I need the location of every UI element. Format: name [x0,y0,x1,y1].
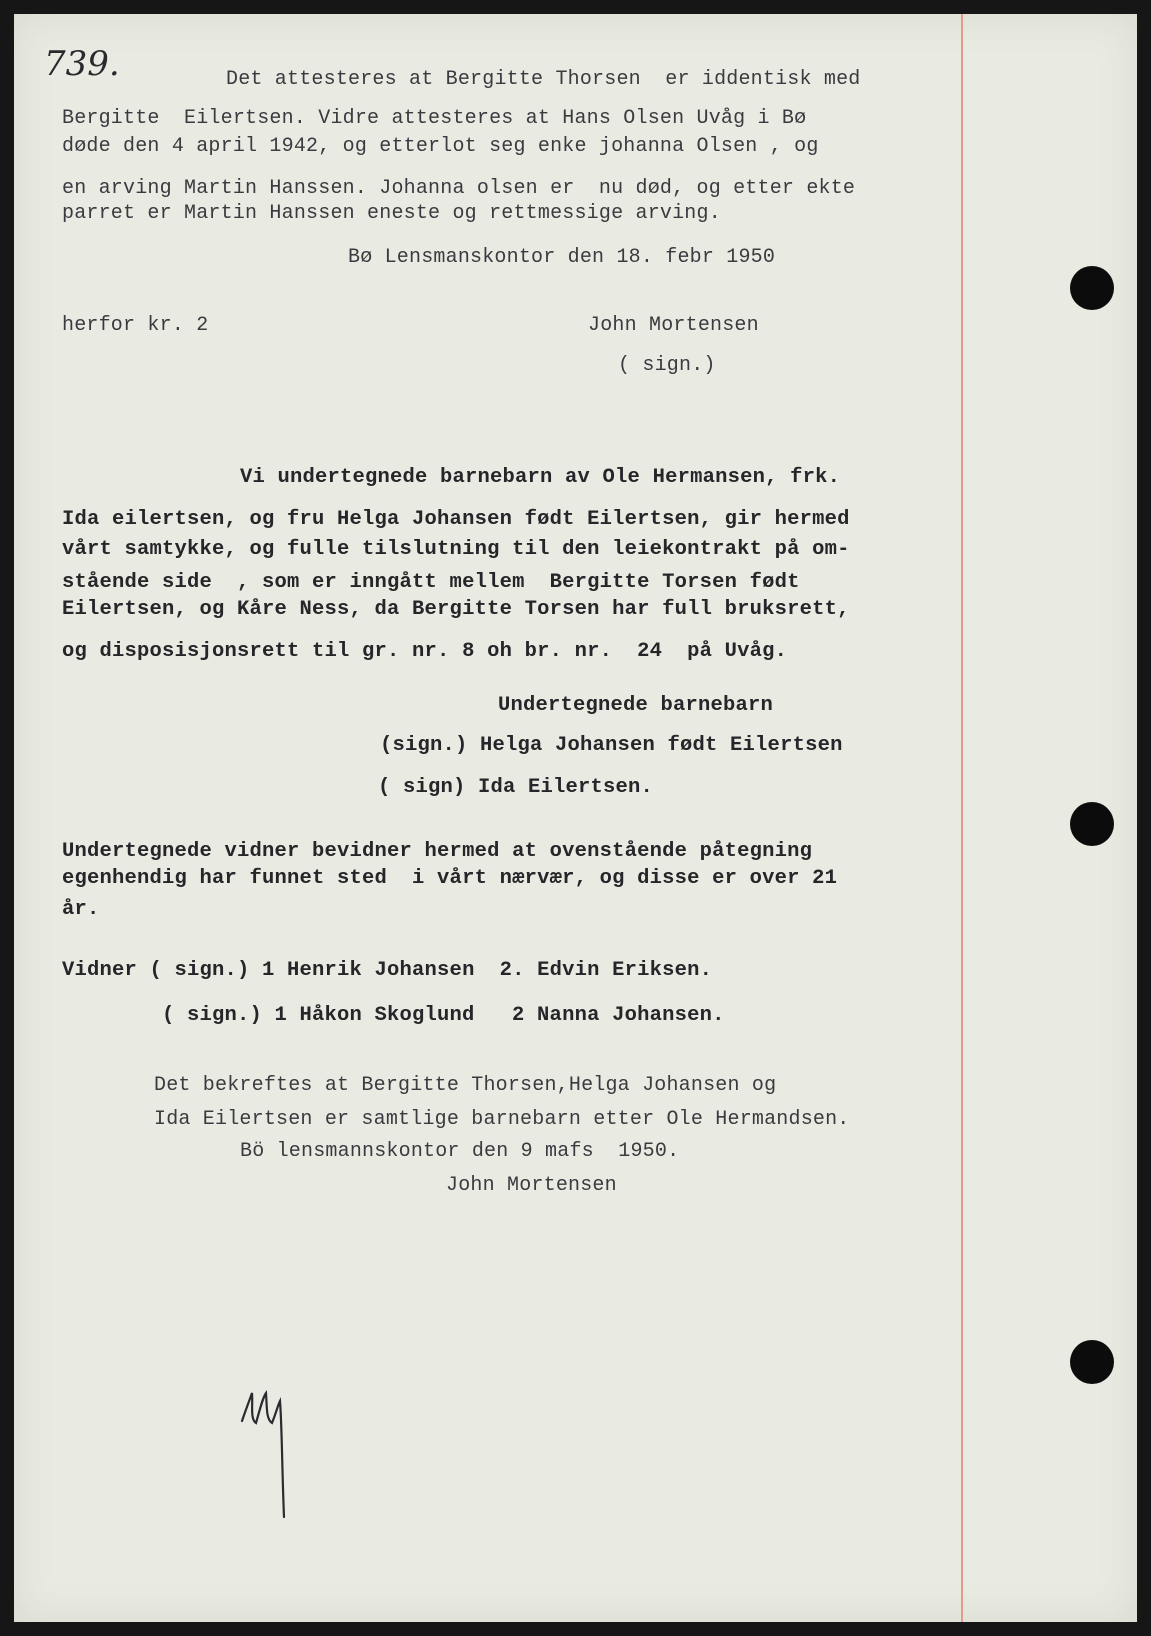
handwritten-initial [236,1379,296,1519]
fee-note: herfor kr. 2 [62,314,209,337]
para4-line-3: Bö lensmannskontor den 9 mafs 1950. [240,1140,680,1163]
punch-hole [1070,1340,1114,1384]
page-number: 739. [44,44,120,84]
para2-line-4: stående side , som er inngått mellem Bergitte Torsen født [62,571,800,594]
para1-line-1: Det attesteres at Bergitte Thorsen er iddentisk med [226,68,861,91]
para3-line-1: Undertegnede vidner bevidner hermed at ovenstående påtegning [62,840,813,863]
para2-line-6: og disposisjonsrett til gr. nr. 8 oh br. nr. 24 på Uvåg. [62,640,788,663]
grandchildren-heading: Undertegnede barnebarn [498,694,774,717]
witness-line-1: Vidner ( sign.) 1 Henrik Johansen 2. Edvin Eriksen. [62,959,713,982]
document-page [14,14,1137,1622]
place-date: Bø Lensmanskontor den 18. febr 1950 [348,246,776,269]
para2-line-3: vårt samtykke, og fulle tilslutning til den leiekontrakt på om- [62,538,850,561]
signer-name: John Mortensen [588,314,759,337]
sign-mark: ( sign.) [618,354,716,377]
para2-line-2: Ida eilertsen, og fru Helga Johansen født Eilertsen, gir hermed [62,508,850,531]
para4-line-2: Ida Eilertsen er samtlige barnebarn etter Ole Hermandsen. [154,1108,850,1131]
punch-hole [1070,266,1114,310]
margin-line [961,14,963,1622]
para1-line-2: Bergitte Eilertsen. Vidre attesteres at Hans Olsen Uvåg i Bø [62,107,807,130]
para1-line-4: en arving Martin Hanssen. Johanna olsen er nu død, og etter ekte [62,177,856,200]
para1-line-3: døde den 4 april 1942, og etterlot seg enke johanna Olsen , og [62,135,819,158]
para2-line-5: Eilertsen, og Kåre Ness, da Bergitte Torsen har full bruksrett, [62,598,850,621]
witness-line-2: ( sign.) 1 Håkon Skoglund 2 Nanna Johansen. [162,1004,725,1027]
para3-line-3: år. [62,898,100,921]
punch-hole [1070,802,1114,846]
para4-line-4: John Mortensen [446,1174,617,1197]
signature-helga: (sign.) Helga Johansen født Eilertsen [380,734,843,757]
para3-line-2: egenhendig har funnet sted i vårt nærvær, og disse er over 21 [62,867,838,890]
para4-line-1: Det bekreftes at Bergitte Thorsen,Helga Johansen og [154,1074,777,1097]
para2-line-1: Vi undertegnede barnebarn av Ole Hermansen, frk. [240,466,841,489]
signature-ida: ( sign) Ida Eilertsen. [378,776,654,799]
para1-line-5: parret er Martin Hanssen eneste og rettmessige arving. [62,202,721,225]
